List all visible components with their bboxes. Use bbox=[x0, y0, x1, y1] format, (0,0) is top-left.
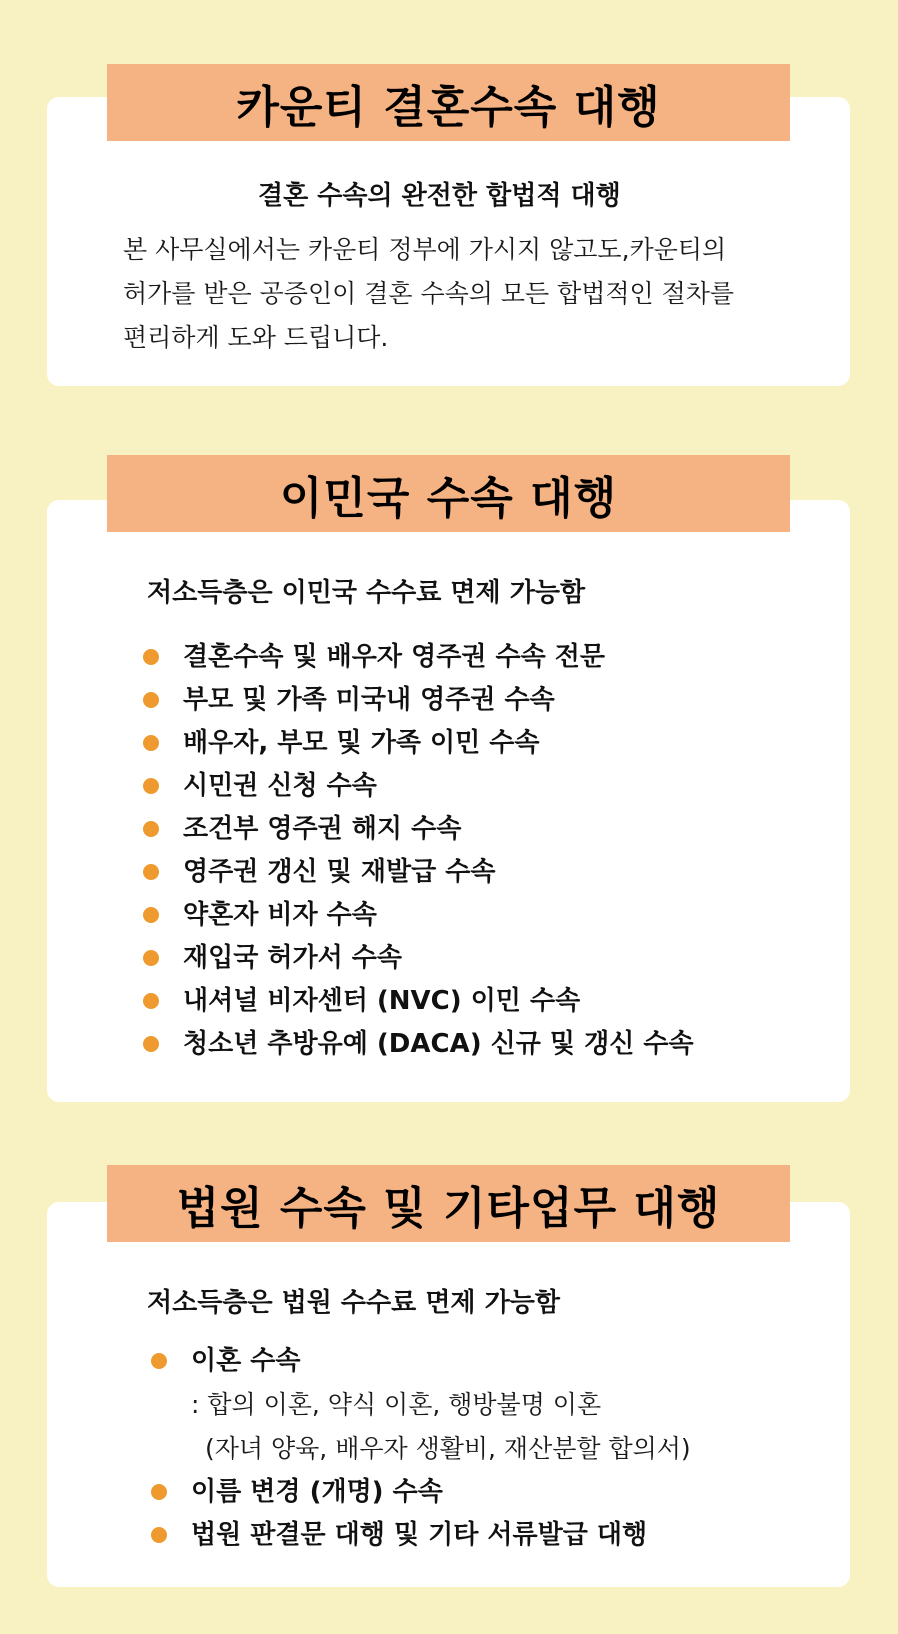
bullet-dot-icon bbox=[143, 950, 159, 966]
bullet-dot-icon bbox=[143, 864, 159, 880]
bullet-dot-icon bbox=[143, 692, 159, 708]
list-item-label: 이름 변경 (개명) 수속 bbox=[191, 1477, 443, 1507]
list-item bbox=[151, 1471, 691, 1514]
list-item bbox=[143, 722, 694, 765]
list-item-label: 청소년 추방유예 (DACA) 신규 및 갱신 수속 bbox=[183, 1029, 694, 1059]
list-item-detail: : 합의 이혼, 약식 이혼, 행방불명 이혼 bbox=[191, 1390, 602, 1419]
list-item bbox=[151, 1340, 691, 1471]
list-item bbox=[143, 894, 694, 937]
court-service-title: 법원 수속 및 기타업무 대행 bbox=[107, 1165, 790, 1242]
list-item-label: 이혼 수속 bbox=[191, 1346, 301, 1376]
immigration-service-subtitle: 저소득층은 이민국 수수료 면제 가능함 bbox=[147, 578, 586, 608]
description-line: 편리하게 도와 드립니다. bbox=[123, 323, 389, 352]
list-item bbox=[143, 980, 694, 1023]
list-item-label: 부모 및 가족 미국내 영주권 수속 bbox=[183, 685, 555, 715]
description-line: 본 사무실에서는 카운티 정부에 가시지 않고도,카운티의 bbox=[123, 235, 727, 264]
list-item-label: 약혼자 비자 수속 bbox=[183, 900, 377, 930]
marriage-service-description bbox=[123, 228, 734, 360]
list-item bbox=[143, 765, 694, 808]
list-item-label: 영주권 갱신 및 재발급 수속 bbox=[183, 857, 496, 887]
list-item-label: 법원 판결문 대행 및 기타 서류발급 대행 bbox=[191, 1520, 648, 1550]
bullet-dot-icon bbox=[143, 993, 159, 1009]
list-item bbox=[143, 808, 694, 851]
court-service-list bbox=[151, 1340, 691, 1557]
list-item-label: 조건부 영주권 해지 수속 bbox=[183, 814, 462, 844]
bullet-dot-icon bbox=[143, 649, 159, 665]
bullet-dot-icon bbox=[143, 735, 159, 751]
immigration-service-title: 이민국 수속 대행 bbox=[107, 455, 790, 532]
description-line: 허가를 받은 공증인이 결혼 수속의 모든 합법적인 절차를 bbox=[123, 279, 735, 308]
immigration-service-card bbox=[47, 500, 850, 1102]
bullet-dot-icon bbox=[151, 1527, 167, 1543]
list-item-label: 재입국 허가서 수속 bbox=[183, 943, 403, 973]
list-item-label: 배우자, 부모 및 가족 이민 수속 bbox=[183, 728, 540, 758]
list-item-label: 내셔널 비자센터 (NVC) 이민 수속 bbox=[183, 986, 581, 1016]
list-item bbox=[143, 937, 694, 980]
bullet-dot-icon bbox=[143, 907, 159, 923]
court-service-card bbox=[47, 1202, 850, 1587]
list-item-detail: (자녀 양육, 배우자 생활비, 재산분할 합의서) bbox=[205, 1434, 691, 1463]
bullet-dot-icon bbox=[151, 1353, 167, 1369]
marriage-service-subtitle: 결혼 수속의 완전한 합법적 대행 bbox=[258, 181, 621, 211]
list-item bbox=[143, 1023, 694, 1066]
bullet-dot-icon bbox=[143, 778, 159, 794]
marriage-service-title: 카운티 결혼수속 대행 bbox=[107, 64, 790, 141]
list-item-label: 시민권 신청 수속 bbox=[183, 771, 377, 801]
list-item-label: 결혼수속 및 배우자 영주권 수속 전문 bbox=[183, 642, 605, 672]
bullet-dot-icon bbox=[151, 1484, 167, 1500]
immigration-service-list bbox=[143, 636, 694, 1066]
bullet-dot-icon bbox=[143, 1036, 159, 1052]
bullet-dot-icon bbox=[143, 821, 159, 837]
court-service-subtitle: 저소득층은 법원 수수료 면제 가능함 bbox=[147, 1288, 560, 1318]
list-item bbox=[143, 636, 694, 679]
list-item bbox=[143, 679, 694, 722]
list-item bbox=[143, 851, 694, 894]
list-item bbox=[151, 1514, 691, 1557]
